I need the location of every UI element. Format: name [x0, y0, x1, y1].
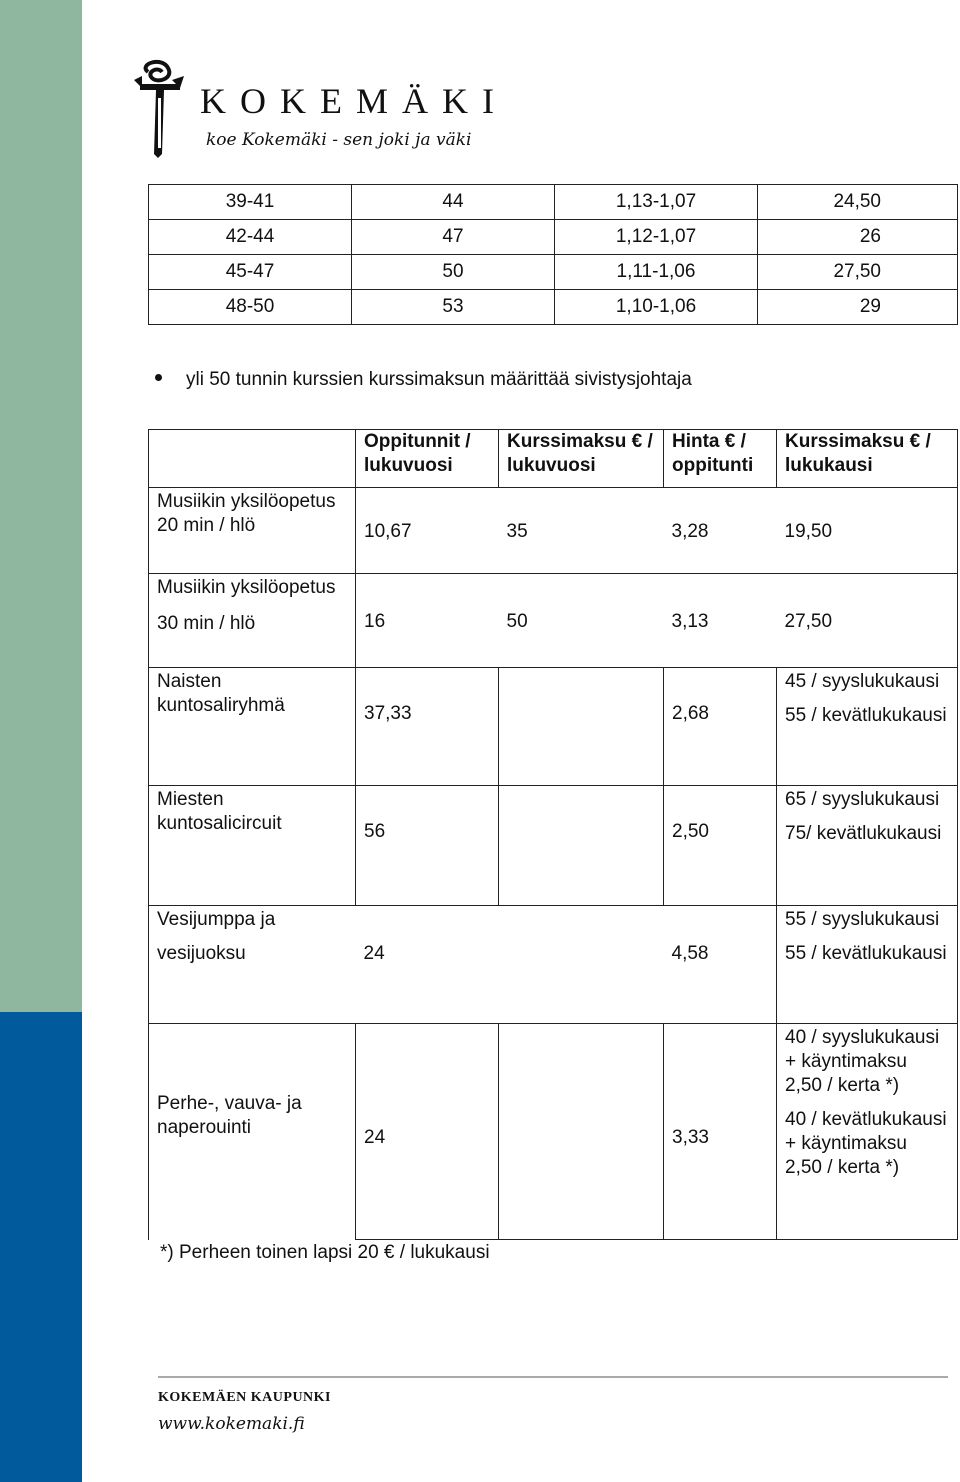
table-row	[149, 668, 958, 786]
course-fee-term-cell	[777, 906, 958, 1024]
course-hours: 16	[356, 574, 499, 668]
course-fee-term: 19,50	[777, 488, 958, 574]
course-name-cell	[149, 574, 356, 668]
table-row	[149, 290, 958, 325]
course-name: Perhe-, vauva- ja naperouinti	[149, 1024, 356, 1240]
course-name: Vesijumppa ja	[157, 909, 276, 930]
course-fee-year	[499, 668, 664, 786]
table-cell: 1,12-1,07	[555, 220, 758, 255]
key-emblem-icon	[128, 58, 192, 168]
table-cell: 42-44	[149, 220, 352, 255]
course-price: 2,50	[664, 786, 777, 906]
table-cell: 24,50	[758, 185, 958, 220]
course-fee-term: 65 / syyslukukausi	[785, 789, 940, 810]
table-row	[149, 786, 958, 906]
course-name: Musiikin yksilöopetus 20 min / hlö	[149, 488, 356, 574]
course-fee-year: 35	[499, 488, 664, 574]
course-fee-term: 45 / syyslukukausi	[785, 671, 940, 692]
course-name: Naisten kuntosaliryhmä	[149, 668, 356, 786]
table-row	[149, 574, 958, 668]
footer-url: www.kokemaki.fi	[158, 1414, 305, 1434]
kokemaki-logo	[128, 58, 508, 168]
course-fee-term: 55 / syyslukukausi	[785, 909, 940, 930]
course-fee-term-cell	[777, 1024, 958, 1240]
table-cell: 53	[352, 290, 555, 325]
course-hours: 10,67	[356, 488, 499, 574]
table-cell: 48-50	[149, 290, 352, 325]
course-name: Musiikin yksilöopetus	[157, 577, 336, 598]
logo-wordmark: KOKEMÄKI	[200, 81, 508, 121]
course-name-detail: 30 min / hlö	[157, 613, 256, 634]
course-name: Miesten kuntosalicircuit	[149, 786, 356, 906]
table-cell: 44	[352, 185, 555, 220]
table-row	[149, 185, 958, 220]
fee-table-hours	[148, 184, 958, 325]
course-fee-year	[499, 786, 664, 906]
bullet-note	[155, 369, 692, 391]
course-fee-term-spring: 75/ kevätlukukausi	[785, 823, 942, 844]
header-empty	[149, 430, 356, 488]
course-price: 3,33	[664, 1024, 777, 1240]
table-row	[149, 255, 958, 290]
table-cell: 1,11-1,06	[555, 255, 758, 290]
table-row	[149, 906, 958, 1024]
course-fee-term-cell	[777, 786, 958, 906]
table-cell: 1,13-1,07	[555, 185, 758, 220]
table-header-row	[149, 430, 958, 488]
course-hours: 24	[356, 906, 499, 1024]
course-price: 3,28	[664, 488, 777, 574]
header-hours: Oppitunnit / lukuvuosi	[356, 430, 499, 488]
course-name-cell	[149, 906, 356, 1024]
bullet-icon	[155, 374, 162, 381]
course-price: 3,13	[664, 574, 777, 668]
course-fee-term: 27,50	[777, 574, 958, 668]
table-cell: 1,10-1,06	[555, 290, 758, 325]
course-price: 2,68	[664, 668, 777, 786]
course-fee-term-spring: 55 / kevätlukukausi	[785, 705, 947, 726]
table-cell: 27,50	[758, 255, 958, 290]
course-fee-term-spring: 40 / kevätlukukausi + käyntimaksu 2,50 / kerta *)	[785, 1109, 947, 1178]
course-name-detail: vesijuoksu	[157, 943, 246, 964]
table-cell: 26	[758, 220, 958, 255]
table-cell: 47	[352, 220, 555, 255]
footer-divider	[158, 1376, 948, 1378]
logo-slogan: koe Kokemäki - sen joki ja väki	[206, 130, 472, 150]
table-cell: 50	[352, 255, 555, 290]
table-row	[149, 1024, 958, 1240]
side-stripe-blue	[0, 1012, 82, 1482]
table-cell: 45-47	[149, 255, 352, 290]
footer-org-name: KOKEMÄEN KAUPUNKI	[158, 1390, 331, 1405]
fee-table-courses	[148, 429, 958, 1240]
footnote: *) Perheen toinen lapsi 20 € / lukukausi	[160, 1242, 490, 1263]
course-fee-year	[499, 1024, 664, 1240]
course-fee-term-cell	[777, 668, 958, 786]
course-fee-term: 40 / syyslukukausi + käyntimaksu 2,50 / kerta *)	[785, 1027, 940, 1096]
table-cell: 29	[758, 290, 958, 325]
header-fee-year: Kurssimaksu € / lukuvuosi	[499, 430, 664, 488]
course-price: 4,58	[664, 906, 777, 1024]
course-fee-year: 50	[499, 574, 664, 668]
table-cell: 39-41	[149, 185, 352, 220]
bullet-text: yli 50 tunnin kurssien kurssimaksun määrittää sivistysjohtaja	[186, 369, 692, 390]
table-row	[149, 220, 958, 255]
header-fee-term: Kurssimaksu € / lukukausi	[777, 430, 958, 488]
course-hours: 37,33	[356, 668, 499, 786]
course-hours: 56	[356, 786, 499, 906]
course-fee-year	[499, 906, 664, 1024]
course-hours: 24	[356, 1024, 499, 1240]
header-price: Hinta € / oppitunti	[664, 430, 777, 488]
table-row	[149, 488, 958, 574]
course-fee-term-spring: 55 / kevätlukukausi	[785, 943, 947, 964]
